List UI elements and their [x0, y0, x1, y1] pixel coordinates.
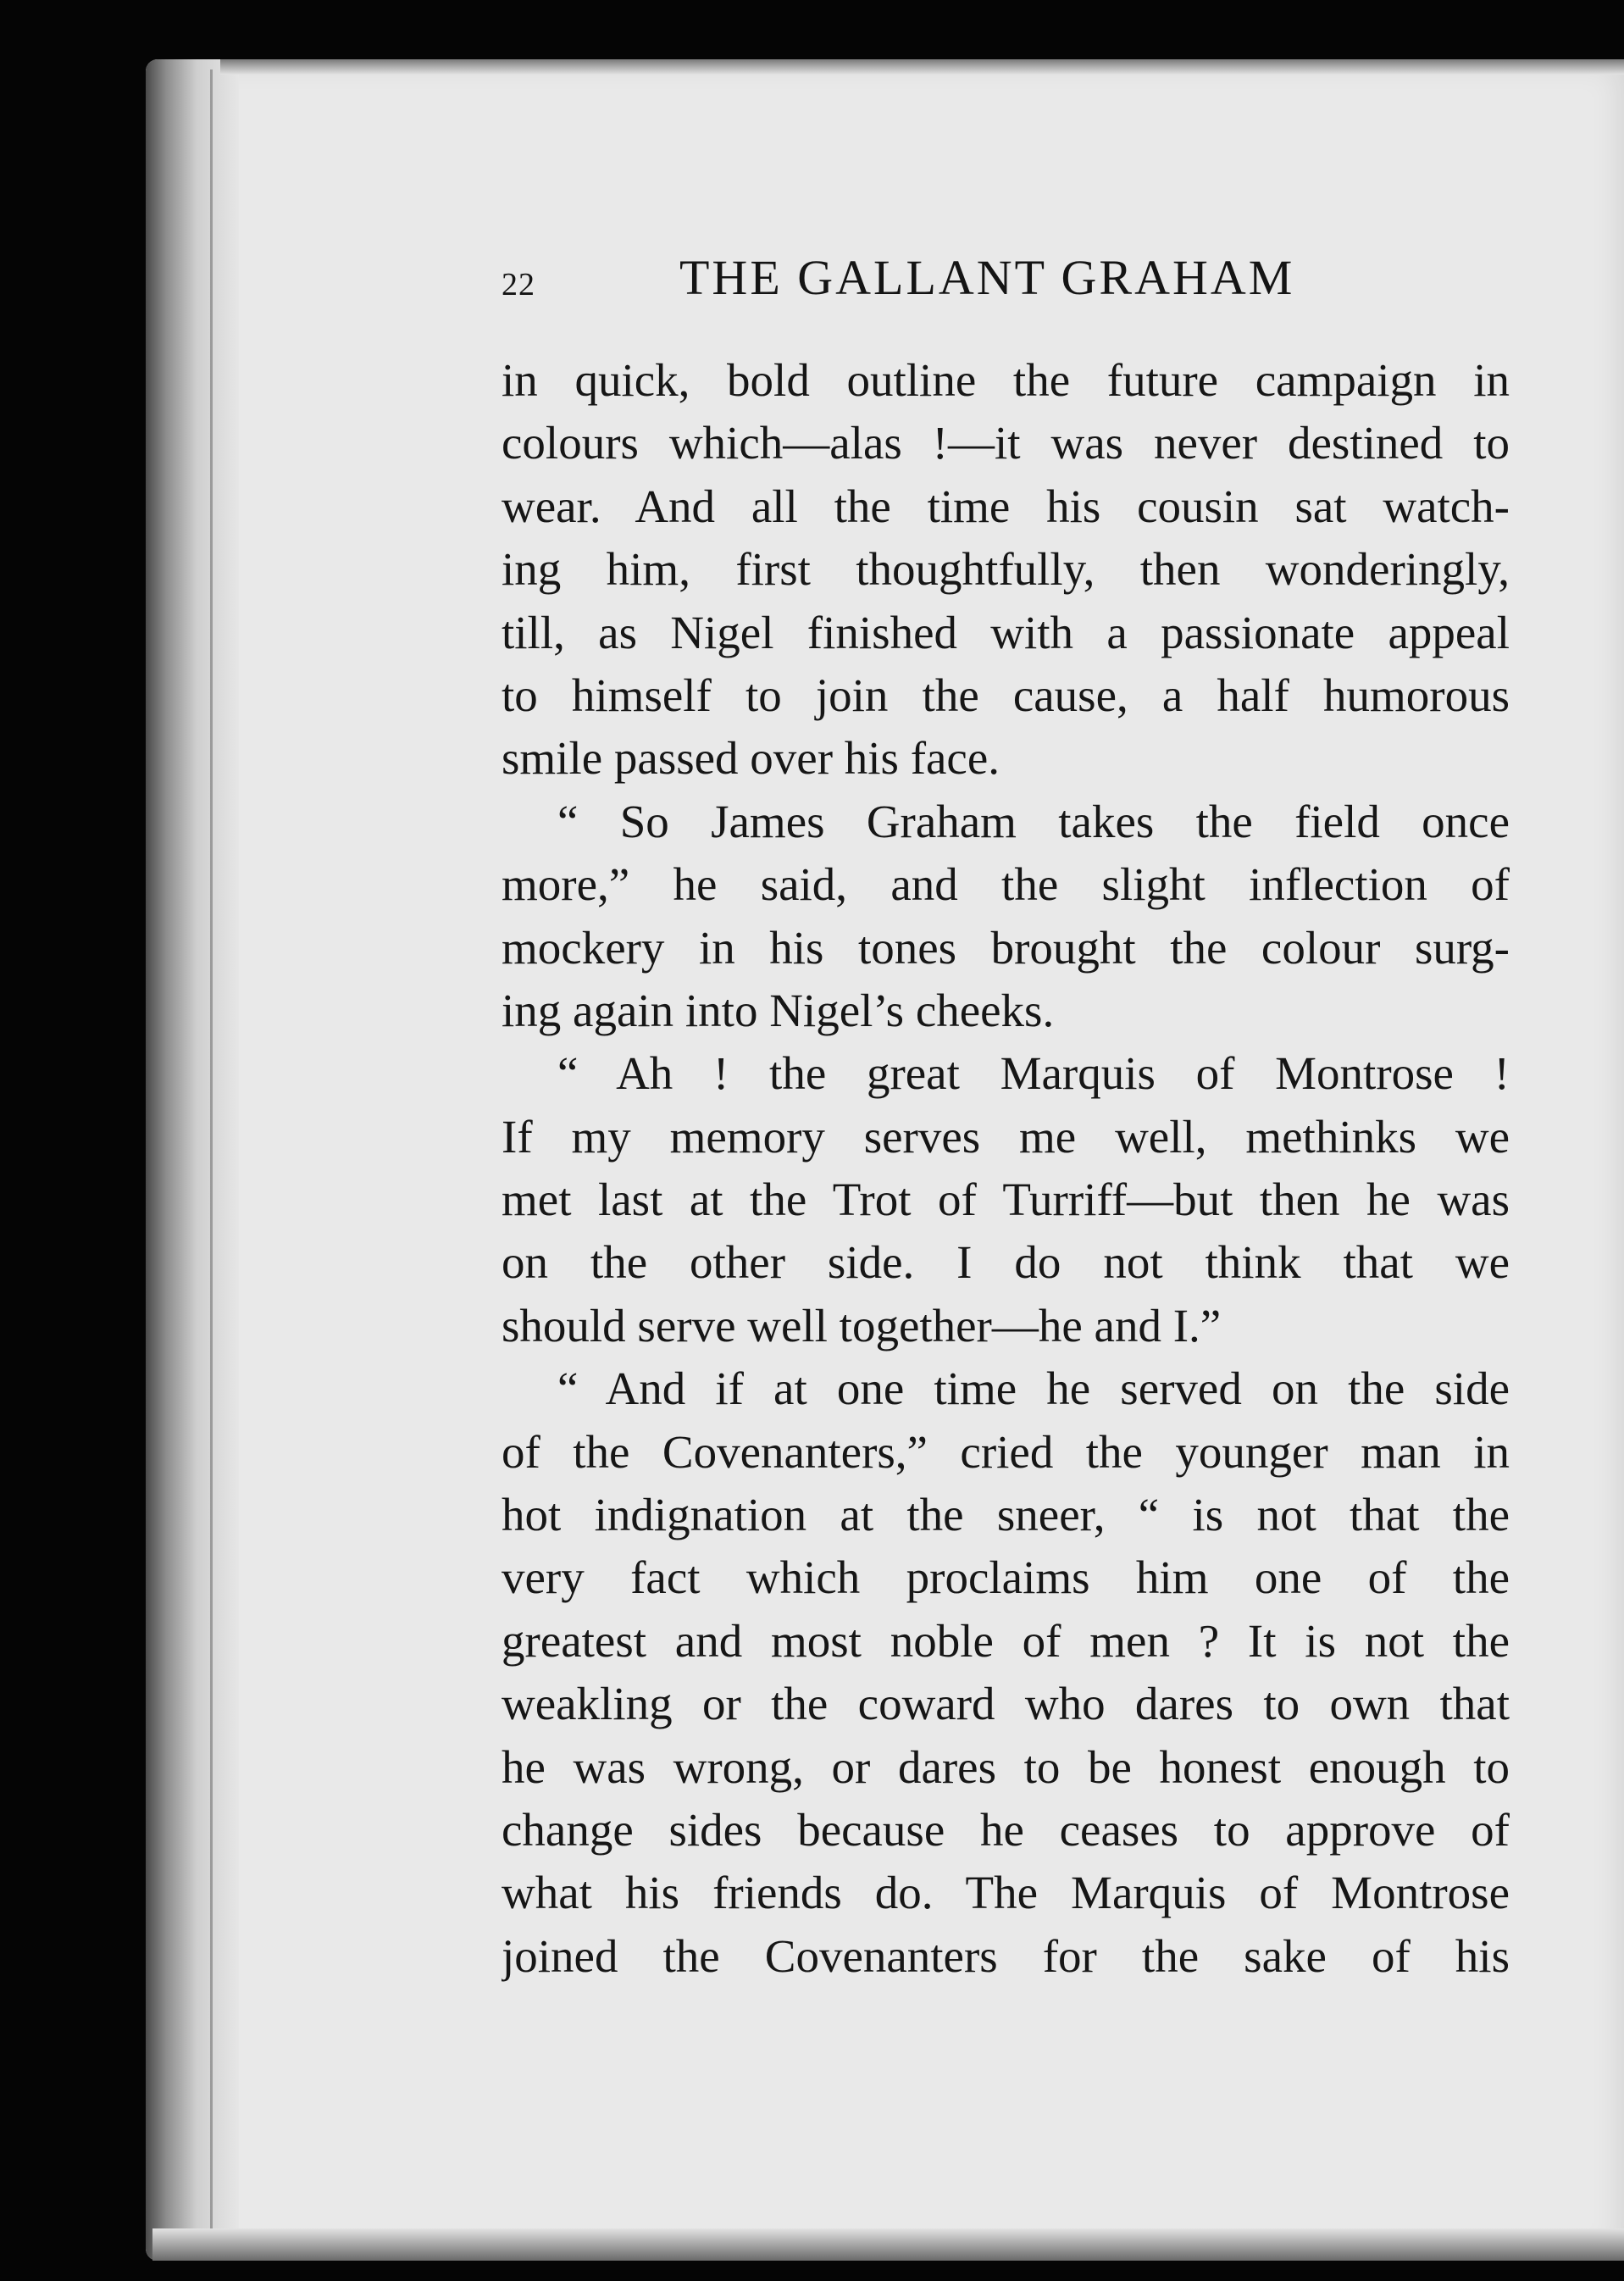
- text-line: smile passed over his face.: [502, 732, 1000, 785]
- running-title: THE GALLANT GRAHAM: [679, 250, 1295, 305]
- text-line: hot indignation at the sneer, “ is not that the: [502, 1489, 1510, 1541]
- paragraph-first-line: “ Ah ! the great Marquis of Montrose !: [557, 1047, 1510, 1100]
- text-line: in quick, bold outline the future campaign in: [502, 354, 1510, 406]
- page-number: 22: [502, 267, 535, 302]
- text-line: till, as Nigel finished with a passionate appeal: [502, 606, 1510, 658]
- body-text: [502, 349, 1510, 1988]
- text-line: ing again into Nigel’s cheeks.: [502, 984, 1055, 1036]
- paragraph-first-line: “ And if at one time he served on the side: [557, 1362, 1510, 1415]
- text-line: met last at the Trot of Turriff—but then he was: [502, 1174, 1510, 1226]
- text-line: wear. And all the time his cousin sat watch-: [502, 480, 1510, 532]
- text-line: should serve well together—he and I.”: [502, 1299, 1222, 1351]
- page-top-edge: [220, 59, 1624, 75]
- text-line: joined the Covenanters for the sake of his: [502, 1929, 1510, 1982]
- text-line: more,” he said, and the slight inflection of: [502, 858, 1510, 911]
- text-line: on the other side. I do not think that we: [502, 1236, 1510, 1289]
- running-header: [502, 249, 1332, 308]
- text-line: mockery in his tones brought the colour surg-: [502, 921, 1510, 974]
- page-gutter-shadow: [146, 59, 239, 2261]
- text-line: change sides because he ceases to approve of: [502, 1803, 1510, 1856]
- text-line: greatest and most noble of men ? It is not the: [502, 1614, 1510, 1667]
- text-line: what his friends do. The Marquis of Montrose: [502, 1867, 1510, 1919]
- text-line: to himself to join the cause, a half humorous: [502, 669, 1510, 721]
- text-line: colours which—alas !—it was never destined to: [502, 417, 1510, 469]
- text-line: very fact which proclaims him one of the: [502, 1551, 1510, 1604]
- text-line: of the Covenanters,” cried the younger man in: [502, 1425, 1510, 1478]
- text-line: weakling or the coward who dares to own that: [502, 1678, 1510, 1730]
- page-bottom-edge: [152, 2228, 1624, 2261]
- text-line: If my memory serves me well, methinks we: [502, 1110, 1510, 1163]
- text-line: he was wrong, or dares to be honest enough to: [502, 1740, 1510, 1793]
- paragraph-first-line: “ So James Graham takes the field once: [557, 795, 1510, 847]
- binding-line: [210, 69, 213, 2247]
- text-line: ing him, first thoughtfully, then wonderingly,: [502, 543, 1510, 596]
